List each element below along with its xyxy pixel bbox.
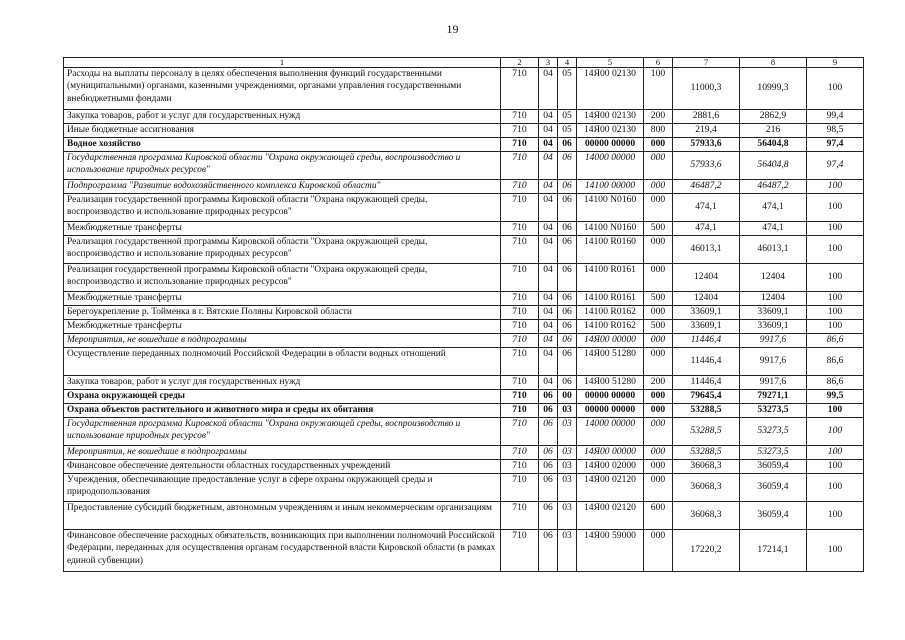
section-cell: 04 [539, 138, 558, 152]
table-row [64, 152, 864, 180]
row-name-cell: Реализация государственной программы Кировской области "Охрана окружающей среды, воспроизводство и использование природных ресурсов" [64, 194, 501, 222]
page-number: 19 [446, 22, 459, 36]
section-cell: 04 [539, 68, 558, 110]
header-cell: 5 [577, 58, 644, 68]
executed-amount-cell: 9917,6 [740, 348, 807, 376]
percent-cell: 99,5 [807, 390, 864, 404]
table-row [64, 376, 864, 390]
subsection-cell: 06 [558, 306, 577, 320]
executed-amount-cell: 10999,3 [740, 68, 807, 110]
table-row [64, 474, 864, 502]
expense-type-cell: 000 [644, 264, 673, 292]
ved-code-cell: 710 [501, 390, 539, 404]
percent-cell: 100 [807, 292, 864, 306]
ved-code-cell: 710 [501, 180, 539, 194]
planned-amount-cell: 53288,5 [673, 404, 740, 418]
section-cell: 04 [539, 152, 558, 180]
table-row [64, 110, 864, 124]
executed-amount-cell: 33609,1 [740, 306, 807, 320]
planned-amount-cell: 474,1 [673, 222, 740, 236]
percent-cell: 100 [807, 306, 864, 320]
expense-type-cell: 500 [644, 320, 673, 334]
expense-type-cell: 000 [644, 530, 673, 572]
executed-amount-cell: 56404,8 [740, 138, 807, 152]
subsection-cell: 05 [558, 68, 577, 110]
ved-code-cell: 710 [501, 236, 539, 264]
planned-amount-cell: 33609,1 [673, 306, 740, 320]
header-cell: 8 [740, 58, 807, 68]
row-name-cell: Подпрограмма "Развитие водохозяйственного комплекса Кировской области" [64, 180, 501, 194]
expense-type-cell: 000 [644, 152, 673, 180]
executed-amount-cell: 79271,1 [740, 390, 807, 404]
table-row [64, 460, 864, 474]
ved-code-cell: 710 [501, 222, 539, 236]
expense-type-cell: 000 [644, 460, 673, 474]
target-article-cell: 14Я00 00000 [577, 446, 644, 460]
target-article-cell: 14100 N0160 [577, 194, 644, 222]
target-article-cell: 00000 00000 [577, 390, 644, 404]
planned-amount-cell: 219,4 [673, 124, 740, 138]
expense-type-cell: 200 [644, 110, 673, 124]
section-cell: 04 [539, 124, 558, 138]
target-article-cell: 14Я00 51280 [577, 348, 644, 376]
target-article-cell: 14Я00 02120 [577, 474, 644, 502]
subsection-cell: 03 [558, 474, 577, 502]
section-cell: 04 [539, 306, 558, 320]
subsection-cell: 06 [558, 194, 577, 222]
header-cell: 1 [64, 58, 501, 68]
percent-cell: 100 [807, 418, 864, 446]
row-name-cell: Межбюджетные трансферты [64, 320, 501, 334]
section-cell: 04 [539, 236, 558, 264]
executed-amount-cell: 9917,6 [740, 376, 807, 390]
ved-code-cell: 710 [501, 68, 539, 110]
planned-amount-cell: 46013,1 [673, 236, 740, 264]
executed-amount-cell: 53273,5 [740, 446, 807, 460]
expense-type-cell: 000 [644, 180, 673, 194]
planned-amount-cell: 36068,3 [673, 460, 740, 474]
planned-amount-cell: 57933,6 [673, 138, 740, 152]
row-name-cell: Учреждения, обеспечивающие предоставление услуг в сфере охраны окружающей среды и природопользования [64, 474, 501, 502]
table-row [64, 418, 864, 446]
table-row [64, 446, 864, 460]
target-article-cell: 14100 R0162 [577, 320, 644, 334]
table-row [64, 530, 864, 572]
planned-amount-cell: 36068,3 [673, 474, 740, 502]
target-article-cell: 14Я00 02130 [577, 124, 644, 138]
row-name-cell: Мероприятия, не вошедшие в подпрограммы [64, 334, 501, 348]
subsection-cell: 06 [558, 236, 577, 264]
percent-cell: 97,4 [807, 138, 864, 152]
row-name-cell: Охрана объектов растительного и животного мира и среды их обитания [64, 404, 501, 418]
executed-amount-cell: 474,1 [740, 194, 807, 222]
header-cell: 7 [673, 58, 740, 68]
executed-amount-cell: 36059,4 [740, 502, 807, 530]
subsection-cell: 06 [558, 264, 577, 292]
executed-amount-cell: 12404 [740, 264, 807, 292]
ved-code-cell: 710 [501, 110, 539, 124]
target-article-cell: 14Я00 51280 [577, 376, 644, 390]
percent-cell: 100 [807, 460, 864, 474]
table-header-row [64, 58, 864, 68]
executed-amount-cell: 36059,4 [740, 474, 807, 502]
planned-amount-cell: 36068,3 [673, 502, 740, 530]
section-cell: 06 [539, 530, 558, 572]
subsection-cell: 06 [558, 334, 577, 348]
ved-code-cell: 710 [501, 474, 539, 502]
ved-code-cell: 710 [501, 376, 539, 390]
section-cell: 06 [539, 390, 558, 404]
expense-type-cell: 000 [644, 194, 673, 222]
header-cell: 2 [501, 58, 539, 68]
percent-cell: 86,6 [807, 334, 864, 348]
target-article-cell: 14100 R0160 [577, 236, 644, 264]
percent-cell: 100 [807, 264, 864, 292]
row-name-cell: Мероприятия, не вошедшие в подпрограммы [64, 446, 501, 460]
row-name-cell: Расходы на выплаты персоналу в целях обеспечения выполнения функций государственными (муниципальными) органами, казенными учреждениями, органами управления государственными внебюджетными фондами [64, 68, 501, 110]
planned-amount-cell: 11446,4 [673, 334, 740, 348]
header-cell: 9 [807, 58, 864, 68]
header-cell: 3 [539, 58, 558, 68]
executed-amount-cell: 53273,5 [740, 418, 807, 446]
section-cell: 04 [539, 180, 558, 194]
ved-code-cell: 710 [501, 194, 539, 222]
ved-code-cell: 710 [501, 306, 539, 320]
row-name-cell: Водное хозяйство [64, 138, 501, 152]
planned-amount-cell: 53288,5 [673, 446, 740, 460]
executed-amount-cell: 46487,2 [740, 180, 807, 194]
percent-cell: 100 [807, 68, 864, 110]
expense-type-cell: 000 [644, 236, 673, 264]
table-row [64, 264, 864, 292]
expense-type-cell: 800 [644, 124, 673, 138]
subsection-cell: 03 [558, 530, 577, 572]
subsection-cell: 03 [558, 446, 577, 460]
section-cell: 04 [539, 376, 558, 390]
section-cell: 06 [539, 474, 558, 502]
ved-code-cell: 710 [501, 418, 539, 446]
section-cell: 06 [539, 460, 558, 474]
percent-cell: 99,4 [807, 110, 864, 124]
ved-code-cell: 710 [501, 502, 539, 530]
percent-cell: 100 [807, 474, 864, 502]
section-cell: 04 [539, 110, 558, 124]
ved-code-cell: 710 [501, 348, 539, 376]
expense-type-cell: 000 [644, 404, 673, 418]
subsection-cell: 06 [558, 348, 577, 376]
subsection-cell: 05 [558, 124, 577, 138]
percent-cell: 86,6 [807, 348, 864, 376]
expense-type-cell: 500 [644, 222, 673, 236]
section-cell: 06 [539, 404, 558, 418]
expense-type-cell: 100 [644, 68, 673, 110]
expense-type-cell: 500 [644, 292, 673, 306]
target-article-cell: 14Я00 00000 [577, 334, 644, 348]
section-cell: 04 [539, 334, 558, 348]
header-cell: 4 [558, 58, 577, 68]
planned-amount-cell: 11446,4 [673, 376, 740, 390]
section-cell: 06 [539, 446, 558, 460]
executed-amount-cell: 46013,1 [740, 236, 807, 264]
row-name-cell: Государственная программа Кировской области "Охрана окружающей среды, воспроизводство и использование природных ресурсов" [64, 418, 501, 446]
percent-cell: 100 [807, 502, 864, 530]
expense-type-cell: 000 [644, 474, 673, 502]
table-row [64, 194, 864, 222]
executed-amount-cell: 2862,9 [740, 110, 807, 124]
planned-amount-cell: 11446,4 [673, 348, 740, 376]
table-row [64, 180, 864, 194]
subsection-cell: 06 [558, 152, 577, 180]
subsection-cell: 03 [558, 418, 577, 446]
ved-code-cell: 710 [501, 404, 539, 418]
subsection-cell: 03 [558, 502, 577, 530]
row-name-cell: Реализация государственной программы Кировской области "Охрана окружающей среды, воспроизводство и использование природных ресурсов" [64, 236, 501, 264]
executed-amount-cell: 36059,4 [740, 460, 807, 474]
executed-amount-cell: 474,1 [740, 222, 807, 236]
target-article-cell: 14Я00 02130 [577, 110, 644, 124]
executed-amount-cell: 9917,6 [740, 334, 807, 348]
percent-cell: 100 [807, 530, 864, 572]
ved-code-cell: 710 [501, 460, 539, 474]
header-cell: 6 [644, 58, 673, 68]
subsection-cell: 05 [558, 110, 577, 124]
planned-amount-cell: 2881,6 [673, 110, 740, 124]
table-row [64, 138, 864, 152]
table-row [64, 292, 864, 306]
planned-amount-cell: 46487,2 [673, 180, 740, 194]
row-name-cell: Финансовое обеспечение расходных обязательств, возникающих при выполнении полномочий Российской Федерации, переданных для осуществления органам государственной власти Кировской области (в рамках единой субвенции) [64, 530, 501, 572]
subsection-cell: 06 [558, 376, 577, 390]
target-article-cell: 14Я00 02120 [577, 502, 644, 530]
row-name-cell: Иные бюджетные ассигнования [64, 124, 501, 138]
percent-cell: 97,4 [807, 152, 864, 180]
target-article-cell: 14Я00 59000 [577, 530, 644, 572]
table-row [64, 320, 864, 334]
table-row [64, 334, 864, 348]
planned-amount-cell: 57933,6 [673, 152, 740, 180]
percent-cell: 100 [807, 194, 864, 222]
expense-type-cell: 000 [644, 418, 673, 446]
row-name-cell: Межбюджетные трансферты [64, 222, 501, 236]
row-name-cell: Закупка товаров, работ и услуг для государственных нужд [64, 376, 501, 390]
section-cell: 06 [539, 418, 558, 446]
ved-code-cell: 710 [501, 292, 539, 306]
ved-code-cell: 710 [501, 334, 539, 348]
section-cell: 04 [539, 264, 558, 292]
executed-amount-cell: 33609,1 [740, 320, 807, 334]
table-row [64, 306, 864, 320]
percent-cell: 98,5 [807, 124, 864, 138]
target-article-cell: 14Я00 02130 [577, 68, 644, 110]
section-cell: 04 [539, 320, 558, 334]
ved-code-cell: 710 [501, 152, 539, 180]
percent-cell: 100 [807, 236, 864, 264]
percent-cell: 100 [807, 404, 864, 418]
planned-amount-cell: 11000,3 [673, 68, 740, 110]
table-row [64, 222, 864, 236]
subsection-cell: 06 [558, 180, 577, 194]
executed-amount-cell: 53273,5 [740, 404, 807, 418]
table-row [64, 348, 864, 376]
planned-amount-cell: 53288,5 [673, 418, 740, 446]
expense-type-cell: 000 [644, 138, 673, 152]
planned-amount-cell: 474,1 [673, 194, 740, 222]
ved-code-cell: 710 [501, 446, 539, 460]
percent-cell: 86,6 [807, 376, 864, 390]
planned-amount-cell: 12404 [673, 292, 740, 306]
row-name-cell: Предоставление субсидий бюджетным, автономным учреждениям и иным некоммерческим организациям [64, 502, 501, 530]
subsection-cell: 03 [558, 460, 577, 474]
subsection-cell: 06 [558, 292, 577, 306]
ved-code-cell: 710 [501, 530, 539, 572]
executed-amount-cell: 17214,1 [740, 530, 807, 572]
target-article-cell: 14000 00000 [577, 418, 644, 446]
target-article-cell: 14100 00000 [577, 180, 644, 194]
budget-table [63, 57, 864, 572]
planned-amount-cell: 17220,2 [673, 530, 740, 572]
row-name-cell: Охрана окружающей среды [64, 390, 501, 404]
expense-type-cell: 600 [644, 502, 673, 530]
target-article-cell: 00000 00000 [577, 404, 644, 418]
target-article-cell: 14100 N0160 [577, 222, 644, 236]
planned-amount-cell: 12404 [673, 264, 740, 292]
row-name-cell: Государственная программа Кировской области "Охрана окружающей среды, воспроизводство и использование природных ресурсов" [64, 152, 501, 180]
ved-code-cell: 710 [501, 264, 539, 292]
expense-type-cell: 000 [644, 446, 673, 460]
executed-amount-cell: 56404,8 [740, 152, 807, 180]
table-row [64, 404, 864, 418]
expense-type-cell: 000 [644, 334, 673, 348]
section-cell: 04 [539, 194, 558, 222]
target-article-cell: 14000 00000 [577, 152, 644, 180]
section-cell: 04 [539, 222, 558, 236]
ved-code-cell: 710 [501, 124, 539, 138]
percent-cell: 100 [807, 446, 864, 460]
subsection-cell: 06 [558, 320, 577, 334]
percent-cell: 100 [807, 320, 864, 334]
row-name-cell: Межбюджетные трансферты [64, 292, 501, 306]
subsection-cell: 06 [558, 222, 577, 236]
target-article-cell: 14100 R0162 [577, 306, 644, 320]
table-row [64, 236, 864, 264]
target-article-cell: 00000 00000 [577, 138, 644, 152]
ved-code-cell: 710 [501, 320, 539, 334]
planned-amount-cell: 33609,1 [673, 320, 740, 334]
expense-type-cell: 200 [644, 376, 673, 390]
percent-cell: 100 [807, 180, 864, 194]
expense-type-cell: 000 [644, 306, 673, 320]
subsection-cell: 03 [558, 404, 577, 418]
row-name-cell: Берегоукрепление р. Тойменка в г. Вятские Поляны Кировской области [64, 306, 501, 320]
table-row [64, 390, 864, 404]
row-name-cell: Закупка товаров, работ и услуг для государственных нужд [64, 110, 501, 124]
table-row [64, 502, 864, 530]
table-row [64, 68, 864, 110]
section-cell: 06 [539, 502, 558, 530]
row-name-cell: Осуществление переданных полномочий Российской Федерации в области водных отношений [64, 348, 501, 376]
expense-type-cell: 000 [644, 348, 673, 376]
table-row [64, 124, 864, 138]
subsection-cell: 06 [558, 138, 577, 152]
executed-amount-cell: 12404 [740, 292, 807, 306]
planned-amount-cell: 79645,4 [673, 390, 740, 404]
target-article-cell: 14Я00 02000 [577, 460, 644, 474]
subsection-cell: 00 [558, 390, 577, 404]
row-name-cell: Финансовое обеспечение деятельности областных государственных учреждений [64, 460, 501, 474]
section-cell: 04 [539, 292, 558, 306]
ved-code-cell: 710 [501, 138, 539, 152]
executed-amount-cell: 216 [740, 124, 807, 138]
row-name-cell: Реализация государственной программы Кировской области "Охрана окружающей среды, воспроизводство и использование природных ресурсов" [64, 264, 501, 292]
section-cell: 04 [539, 348, 558, 376]
percent-cell: 100 [807, 222, 864, 236]
expense-type-cell: 000 [644, 390, 673, 404]
target-article-cell: 14100 R0161 [577, 264, 644, 292]
target-article-cell: 14100 R0161 [577, 292, 644, 306]
